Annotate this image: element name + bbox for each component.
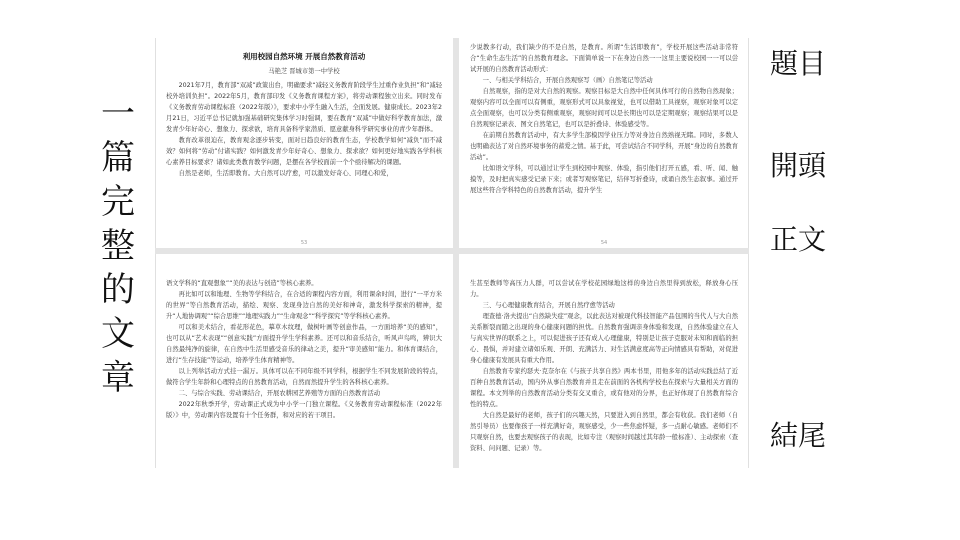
vertical-title-char: 章 bbox=[101, 358, 135, 398]
section-heading: 三、与心理健康教育结合，开展自然疗愈等活动 bbox=[482, 302, 615, 309]
section-heading: 二、与综合实践、劳动课结合，开展农耕园艺养殖等方面的自然教育活动 bbox=[178, 390, 381, 397]
label-title: 題目 bbox=[770, 47, 827, 80]
section-heading: 一、与相关学科结合，开展自然观察写（画）自然笔记等活动 bbox=[482, 77, 653, 84]
document-page-3 bbox=[156, 254, 452, 468]
article-author: 马艳芝 晋城市第一中学校 bbox=[268, 68, 340, 75]
paragraph: 理查德·洛夫提出“自然缺失症”观念，以此表达对被现代科技智能产品包围的当代人与大自然关系断裂而随之出现的身心健康问题的担忧。自然教育强调亲身体验和发现，自然体验建立在人与真实世界的联系之上，可以促进孩子还有成人心理健康，特别是让孩子克服对未知和面临的担心、畏惧，并对建立诸如乐观、开朗、充满活力、对生活满意度高等正向情感具有帮助，对促进身心健康有发展具有重大作用。 bbox=[470, 313, 738, 364]
paragraph: 2022年秋季开学，劳动课正式成为中小学一门独立课程。《义务教育劳动课程标准（2022年版）》中，劳动课内容设置有十个任务群，和对应的若干项目。 bbox=[166, 401, 442, 419]
vertical-title-char: 整 bbox=[101, 226, 135, 266]
paragraph: 再比如可以和地理、生物等学科结合，在合适的课程内容方面，利用课余时间，进行“一平方米的世界”等自然教育活动，描绘、观察、发现身边自然的美好和神奇，激发科学探索的精神，提升“人地协调观”“综合思维”“地理实践力”“生命观念”“科学探究”等学科核心素养。 bbox=[166, 291, 442, 320]
page-number: 54 bbox=[600, 240, 608, 246]
paragraph: 在前期自然教育活动中，有大多学生部模因学业压力等对身边自然熟视无睹。同时，多数人也明确表达了对自然环境事务的蓄爱之情。基于此，可尝试结合不同学科，开展“身边的自然教育活动”。 bbox=[470, 132, 738, 161]
document-page-1 bbox=[156, 38, 452, 248]
paragraph: 自然是老师，生活即教育。大自然可以疗愈，可以激发好奇心、同理心和爱， bbox=[178, 170, 393, 177]
document-page-4 bbox=[460, 254, 748, 468]
paragraph: 比如语文学科，可以通过让学生到校园中观察、体验，指引他们打开五感，看、听、闻、触摸等，及时把真实感受记录下来；或者写观察笔记，结伴写折叠诗，或诵自然生态叙事。通过开展这些符合学科特色的自然教育活动，提升学生 bbox=[470, 165, 738, 194]
paragraph: 生甚至教师等高压力人群，可以尝试在学校花园绿地这样的身边自然里得到放松，释放身心压力。 bbox=[470, 280, 738, 298]
vertical-title-char: 篇 bbox=[101, 138, 135, 178]
vertical-title-char: 一 bbox=[101, 94, 135, 134]
vertical-title-char: 的 bbox=[101, 270, 135, 310]
page-number: 53 bbox=[300, 240, 308, 246]
label-body: 正文 bbox=[770, 223, 827, 256]
label-opening: 開頭 bbox=[770, 149, 827, 182]
paragraph: 大自然是最好的老师，孩子们的兴趣天然，只要进入到自然里，都会有收获。我们老师（自然引导员）也要像孩子一样充满好奇，观察感受，少一些焦虑怀疑，多一点耐心敏感。老师们不只观察自然，也要去观察孩子的表现，比如专注（观察时间越过其年龄一般标准）、主动探索（查资料、问问题、记录）等。 bbox=[470, 412, 738, 452]
paragraph: 少说教多行动，我们缺少的不是自然，是教育。所谓“生活即教育”，学校开展这些活动非常符合“生命生态生活”的自然教育理念。下面简单说一下在身边自然一一这里主要说校园一一可以尝试开展的自然教育活动形式： bbox=[470, 44, 738, 73]
paragraph: 可以和美术结合，看花形花色，摹草木纹理，做树叶画等创意作品，一方面培养“美的感知”，也可以从“艺术表现”“创意实践”方面提升学生学科素养。还可以和音乐结合，听风声鸟鸣，辨识大自然最纯净的旋律，在自然中生活里感受音乐的律动之美，提升“审美感知”能力。和体育课结合，进行“生存技能”等运动，培养学生体育精神等。 bbox=[166, 324, 442, 364]
vertical-title-char: 完 bbox=[101, 182, 135, 222]
vertical-title-char: 文 bbox=[101, 314, 135, 354]
document-page-2 bbox=[460, 38, 748, 248]
label-ending: 結尾 bbox=[770, 419, 827, 452]
article-title: 利用校园自然环境 开展自然教育活动 bbox=[242, 52, 366, 61]
paragraph: 2021年7月，教育部“双减”政策出台，明确要求“减轻义务教育阶段学生过重作业负担”和“减轻校外培训负担”。2022年5月，教育部印发《义务教育课程方案》，将劳动课程独立出来。同时发布《义务教育劳动课程标准（2022年版）》，要求中小学生融入生活，全面发展。健康成长。2023年2月21日，习近平总书记就加强基础研究集体学习时强调，要在教育“双减”中做好科学教育加法，激发青少年好奇心、想象力、探求欲，培育具备科学家潜质、愿意献身科学研究事业的青少年群体。 bbox=[166, 82, 442, 133]
paragraph: 教育改革很迫在，教育观念逐步转变，面对日趋良好的教育生态，学校教学如何“减负”而不减效？如何将“劳动”付诸实践？如何激发青少年好奇心、想象力、探求欲？如何更好地实践各学科核心素养目标要求？诸如此类教育教学问题，是摆在各学校面前一个个亟待解决的课题。 bbox=[166, 137, 442, 166]
paragraph: 自然教育专家约瑟夫·克奈尔在《与孩子共享自然》两本书里，用他多年的活动实践总结了近百种自然教育活动，国内外从事自然教育并且走在前面的各机构学校也在探索与大量相关方面的课程。本文列举的自然教育活动分类有交叉重合，或有他对的分界，也正好体现了自然教育综合性的特点。 bbox=[470, 368, 738, 408]
paragraph: 语文学科的“直观想象”“美的表达与创造”等核心素养。 bbox=[166, 280, 318, 287]
paragraph: 自然观察，指的是对大自然的观察。观察目标是大自然中任何具体可行的自然物自然现象；观察内容可以全面可以有侧重，观察形式可以具象视觉，也可以借助工具视察，观察对象可以定点全面观察，也可以分类有侧重观察，观察时间可以是长期也可以是定期观察；观察结果可以是自然观察记录表、图文自然笔记，也可以是折叠诗、体验感受等。 bbox=[470, 88, 738, 128]
vertical-title bbox=[100, 92, 136, 400]
paragraph: 以上列举活动方式挂一漏万。具体可以在不同年级不同学科，根据学生不同发展阶段的特点，做符合学生年龄和心理特点的自然教育活动，自然而然提升学生的各科核心素养。 bbox=[166, 368, 442, 386]
